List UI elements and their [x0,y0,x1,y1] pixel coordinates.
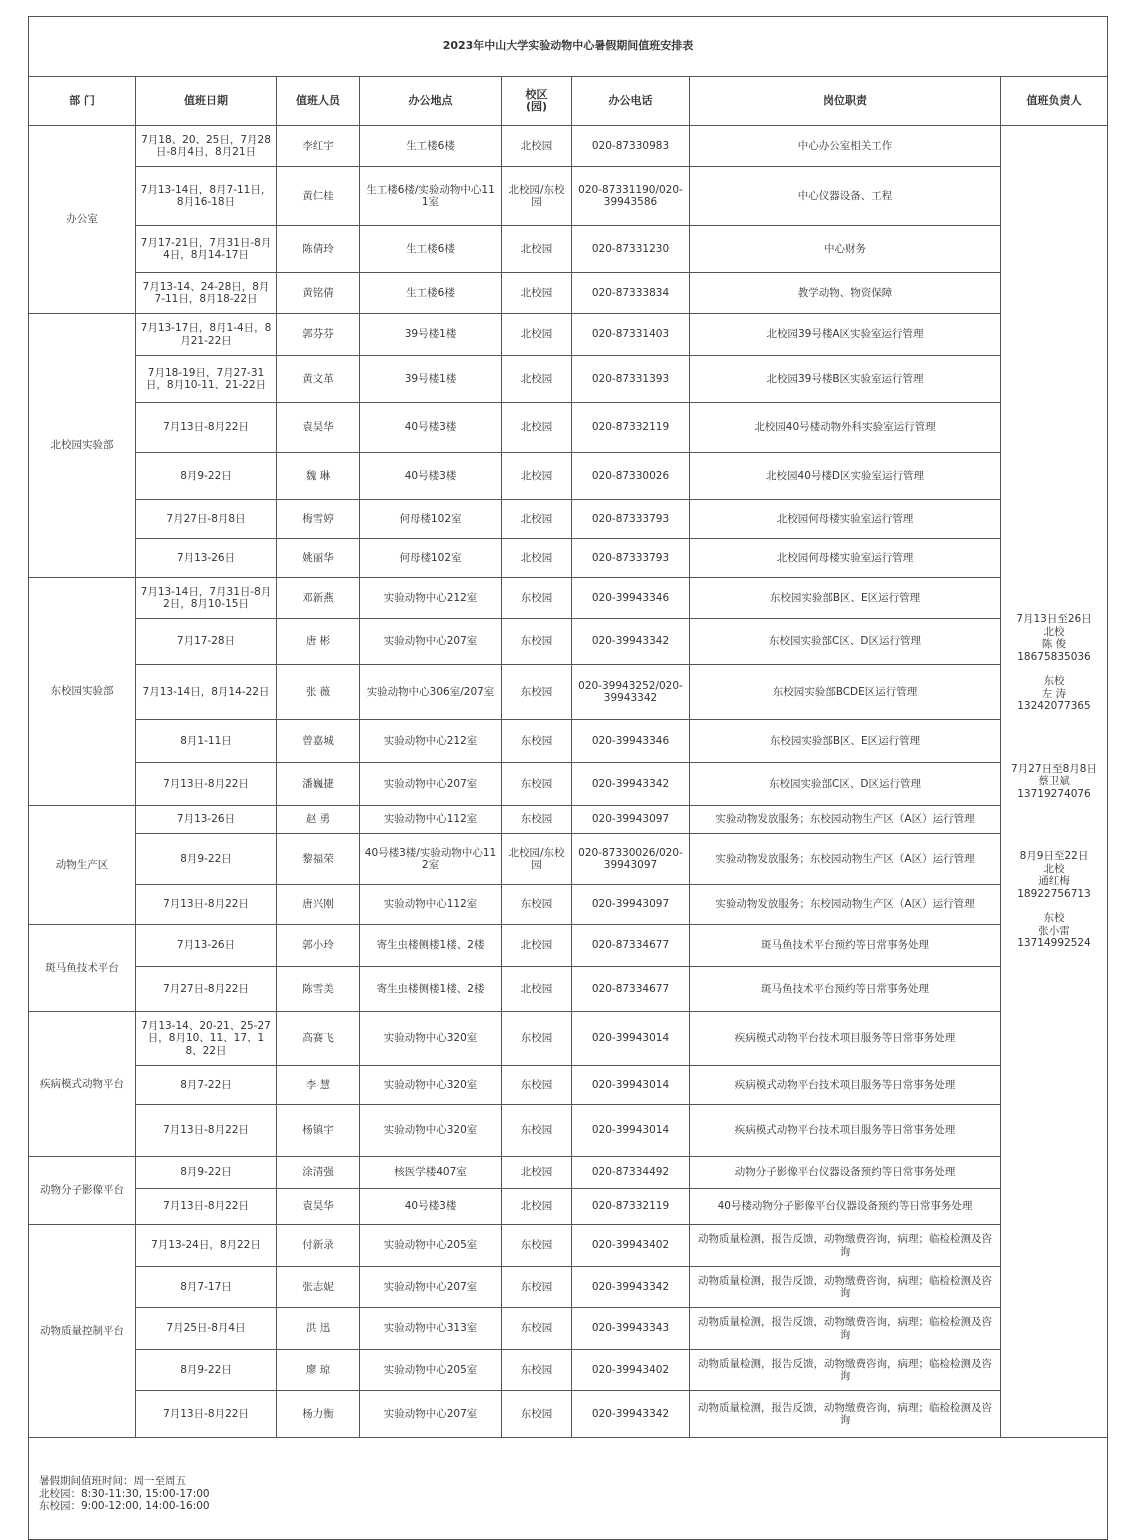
duty-person: 郭小玲 [277,925,360,967]
campus: 东校园 [502,1391,572,1438]
duty-person: 张 薇 [277,665,360,720]
campus: 东校园 [502,806,572,834]
header-duty: 岗位职责 [690,77,1001,126]
campus: 北校园 [502,314,572,356]
header-person: 值班人员 [277,77,360,126]
header-department: 部 门 [29,77,136,126]
table-row [29,403,1108,453]
table-row [29,1391,1108,1438]
campus: 东校园 [502,720,572,763]
office-phone: 020-39943014 [572,1105,690,1157]
office-phone: 020-87333834 [572,273,690,314]
duty-date: 7月27日-8月22日 [136,967,277,1012]
header-location: 办公地点 [360,77,502,126]
duty-leader-line: 13719274076 [1017,787,1091,800]
office-phone: 020-39943342 [572,1391,690,1438]
office-phone: 020-87332119 [572,403,690,453]
office-location: 40号楼3楼 [360,453,502,500]
table-row [29,1225,1108,1267]
footer-line: 北校园：8:30-11:30, 15:00-17:00 [39,1487,210,1500]
table-row [29,1350,1108,1391]
duty-date: 8月9-22日 [136,453,277,500]
duty-leader-block [1005,850,1103,950]
office-location: 实验动物中心313室 [360,1308,502,1350]
office-location: 生工楼6楼 [360,226,502,273]
footer-line: 东校园：9:00-12:00, 14:00-16:00 [39,1500,210,1513]
duty-date: 7月13日-8月22日 [136,763,277,806]
duty-leader-line: 通红梅 [1038,875,1070,888]
office-location: 何母楼102室 [360,539,502,578]
duty-leader-block [1005,763,1103,801]
job-duty: 动物质量检测，报告反馈，动物缴费咨询，病理；临检检测及咨询 [690,1267,1001,1308]
office-location: 生工楼6楼 [360,126,502,167]
job-duty: 北校园39号楼A区实验室运行管理 [690,314,1001,356]
campus: 北校园 [502,126,572,167]
duty-date: 7月25日-8月4日 [136,1308,277,1350]
duty-leader-line: 13714992524 [1017,937,1091,950]
spacer [1005,713,1103,763]
job-duty: 动物质量检测，报告反馈，动物缴费咨询，病理；临检检测及咨询 [690,1350,1001,1391]
duty-leader-line: 7月13日至26日 [1016,613,1092,626]
duty-leader-line: 7月27日至8月8日 [1011,762,1097,775]
duty-person: 廖 琼 [277,1350,360,1391]
office-location: 39号楼1楼 [360,356,502,403]
duty-person: 姚丽华 [277,539,360,578]
office-location: 40号楼3楼 [360,403,502,453]
campus: 北校园 [502,967,572,1012]
duty-date: 8月7-17日 [136,1267,277,1308]
table-row [29,578,1108,619]
duty-date: 7月13日-8月22日 [136,1391,277,1438]
duty-date: 7月13-24日，8月22日 [136,1225,277,1267]
campus: 北校园/东校园 [502,834,572,885]
office-location: 实验动物中心207室 [360,619,502,665]
footer-line: 暑假期间值班时间：周一至周五 [39,1475,186,1488]
office-location: 实验动物中心205室 [360,1350,502,1391]
table-row [29,967,1108,1012]
table-row [29,314,1108,356]
duty-leader-line: 东校 [1043,912,1065,925]
header-campus [502,77,572,126]
table-row [29,453,1108,500]
department-name: 斑马鱼技术平台 [29,925,136,1012]
job-duty: 实验动物发放服务；东校园动物生产区（A区）运行管理 [690,834,1001,885]
duty-person: 杨力衡 [277,1391,360,1438]
office-location: 实验动物中心207室 [360,763,502,806]
office-phone: 020-39943346 [572,720,690,763]
header-phone: 办公电话 [572,77,690,126]
duty-person: 涂清强 [277,1157,360,1189]
campus: 东校园 [502,578,572,619]
duty-date: 8月1-11日 [136,720,277,763]
department-name: 动物分子影像平台 [29,1157,136,1225]
duty-leader-cell [1001,126,1108,1438]
office-location: 实验动物中心320室 [360,1012,502,1066]
campus: 北校园 [502,226,572,273]
office-phone: 020-39943346 [572,578,690,619]
campus: 北校园 [502,1189,572,1225]
campus: 东校园 [502,619,572,665]
table-row [29,273,1108,314]
office-phone: 020-39943014 [572,1012,690,1066]
job-duty: 东校园实验部B区、E区运行管理 [690,578,1001,619]
department-name: 东校园实验部 [29,578,136,806]
table-row [29,1157,1108,1189]
office-location: 寄生虫楼侧楼1楼、2楼 [360,925,502,967]
duty-person: 黄铭倩 [277,273,360,314]
duty-date: 7月13-26日 [136,806,277,834]
office-phone: 020-87334677 [572,925,690,967]
office-phone: 020-87330983 [572,126,690,167]
office-phone: 020-39943342 [572,1267,690,1308]
office-phone: 020-87334492 [572,1157,690,1189]
department-name: 办公室 [29,126,136,314]
office-phone: 020-87332119 [572,1189,690,1225]
duty-person: 潘巍捷 [277,763,360,806]
header-campus-line-2: (园) [525,100,548,113]
duty-date: 7月13-26日 [136,539,277,578]
table-row [29,834,1108,885]
job-duty: 东校园实验部C区、D区运行管理 [690,619,1001,665]
office-location: 实验动物中心112室 [360,885,502,925]
duty-person: 唐 彬 [277,619,360,665]
duty-person: 唐兴刚 [277,885,360,925]
duty-person: 黎福荣 [277,834,360,885]
duty-hours-note [29,1438,1108,1540]
duty-date: 7月13-14、20-21、25-27日，8月10、11、17、18、22日 [136,1012,277,1066]
office-phone: 020-39943097 [572,806,690,834]
table-row [29,539,1108,578]
office-location: 实验动物中心320室 [360,1066,502,1105]
table-row [29,126,1108,167]
table-row [29,1066,1108,1105]
office-phone: 020-87331403 [572,314,690,356]
job-duty: 东校园实验部BCDE区运行管理 [690,665,1001,720]
duty-leader-line: 8月9日至22日 [1019,850,1089,863]
duty-leader-line: 北校 [1043,862,1065,875]
office-location: 39号楼1楼 [360,314,502,356]
table-row [29,619,1108,665]
duty-leader-line: 北校 [1043,625,1065,638]
campus: 东校园 [502,1012,572,1066]
job-duty: 动物质量检测，报告反馈，动物缴费咨询，病理；临检检测及咨询 [690,1225,1001,1267]
duty-date: 7月13-26日 [136,925,277,967]
campus: 北校园 [502,403,572,453]
job-duty: 40号楼动物分子影像平台仪器设备预约等日常事务处理 [690,1189,1001,1225]
header-campus-line-1: 校区 [525,87,548,101]
duty-person: 陈雪美 [277,967,360,1012]
campus: 北校园 [502,925,572,967]
office-location: 核医学楼407室 [360,1157,502,1189]
campus: 北校园 [502,273,572,314]
table-row [29,925,1108,967]
duty-date: 7月13-14日，8月14-22日 [136,665,277,720]
duty-date: 8月9-22日 [136,834,277,885]
table-row [29,665,1108,720]
office-phone: 020-39943252/020-39943342 [572,665,690,720]
duty-date: 8月9-22日 [136,1350,277,1391]
duty-person: 梅雪婷 [277,500,360,539]
campus: 北校园/东校园 [502,167,572,226]
duty-person: 张志妮 [277,1267,360,1308]
job-duty: 动物分子影像平台仪器设备预约等日常事务处理 [690,1157,1001,1189]
department-name: 动物生产区 [29,806,136,925]
duty-date: 7月17-21日，7月31日-8月4日，8月14-17日 [136,226,277,273]
spacer [1005,800,1103,850]
job-duty: 疾病模式动物平台技术项目服务等日常事务处理 [690,1105,1001,1157]
table-row [29,763,1108,806]
office-phone: 020-87330026/020-39943097 [572,834,690,885]
office-phone: 020-39943014 [572,1066,690,1105]
table-row [29,226,1108,273]
job-duty: 北校园何母楼实验室运行管理 [690,500,1001,539]
department-name: 疾病模式动物平台 [29,1012,136,1157]
job-duty: 东校园实验部C区、D区运行管理 [690,763,1001,806]
spacer [1005,663,1103,675]
duty-leader-line: 蔡卫斌 [1038,775,1070,788]
job-duty: 北校园40号楼动物外科实验室运行管理 [690,403,1001,453]
table-row [29,1267,1108,1308]
office-phone: 020-39943343 [572,1308,690,1350]
department-name: 北校园实验部 [29,314,136,578]
duty-person: 黄文革 [277,356,360,403]
job-duty: 斑马鱼技术平台预约等日常事务处理 [690,967,1001,1012]
office-location: 实验动物中心320室 [360,1105,502,1157]
campus: 北校园 [502,453,572,500]
office-location: 实验动物中心207室 [360,1267,502,1308]
campus: 北校园 [502,500,572,539]
table-row [29,1105,1108,1157]
duty-date: 7月13日-8月22日 [136,1105,277,1157]
job-duty: 教学动物、物资保障 [690,273,1001,314]
table-row [29,1012,1108,1066]
office-phone: 020-87330026 [572,453,690,500]
table-row [29,167,1108,226]
table-row [29,1189,1108,1225]
duty-date: 7月18-19日，7月27-31日，8月10-11、21-22日 [136,356,277,403]
office-phone: 020-39943402 [572,1225,690,1267]
office-phone: 020-87334677 [572,967,690,1012]
duty-leader-line: 18922756713 [1017,887,1091,900]
duty-person: 袁昊华 [277,403,360,453]
duty-person: 杨镇宇 [277,1105,360,1157]
table-row [29,720,1108,763]
duty-leader-line: 左 涛 [1041,687,1067,700]
campus: 东校园 [502,1225,572,1267]
job-duty: 动物质量检测，报告反馈，动物缴费咨询，病理；临检检测及咨询 [690,1391,1001,1438]
office-location: 实验动物中心205室 [360,1225,502,1267]
campus: 东校园 [502,1308,572,1350]
header-row [29,77,1108,126]
campus: 东校园 [502,1350,572,1391]
spacer [1005,900,1103,912]
job-duty: 中心办公室相关工作 [690,126,1001,167]
duty-date: 7月17-28日 [136,619,277,665]
header-date: 值班日期 [136,77,277,126]
job-duty: 东校园实验部B区、E区运行管理 [690,720,1001,763]
office-location: 实验动物中心212室 [360,720,502,763]
job-duty: 北校园39号楼B区实验室运行管理 [690,356,1001,403]
table-row [29,356,1108,403]
duty-person: 黄仁桂 [277,167,360,226]
office-location: 实验动物中心207室 [360,1391,502,1438]
office-phone: 020-87333793 [572,539,690,578]
office-location: 实验动物中心306室/207室 [360,665,502,720]
job-duty: 疾病模式动物平台技术项目服务等日常事务处理 [690,1066,1001,1105]
job-duty: 斑马鱼技术平台预约等日常事务处理 [690,925,1001,967]
duty-person: 曾嘉城 [277,720,360,763]
duty-date: 7月13日-8月22日 [136,885,277,925]
duty-person: 洪 迅 [277,1308,360,1350]
office-phone: 020-39943342 [572,619,690,665]
department-name: 动物质量控制平台 [29,1225,136,1438]
duty-leader-block [1005,613,1103,713]
duty-date: 7月13日-8月22日 [136,1189,277,1225]
duty-person: 李 慧 [277,1066,360,1105]
office-location: 实验动物中心112室 [360,806,502,834]
office-location: 何母楼102室 [360,500,502,539]
duty-date: 7月13-14、24-28日，8月7-11日，8月18-22日 [136,273,277,314]
office-phone: 020-87333793 [572,500,690,539]
table-row [29,885,1108,925]
duty-person: 付新录 [277,1225,360,1267]
campus: 北校园 [502,539,572,578]
office-phone: 020-39943402 [572,1350,690,1391]
campus: 东校园 [502,1066,572,1105]
office-phone: 020-87331190/020-39943586 [572,167,690,226]
job-duty: 北校园40号楼D区实验室运行管理 [690,453,1001,500]
duty-date: 8月7-22日 [136,1066,277,1105]
job-duty: 疾病模式动物平台技术项目服务等日常事务处理 [690,1012,1001,1066]
office-location: 40号楼3楼 [360,1189,502,1225]
duty-person: 高赛飞 [277,1012,360,1066]
office-location: 寄生虫楼侧楼1楼、2楼 [360,967,502,1012]
table-row [29,806,1108,834]
duty-person: 袁昊华 [277,1189,360,1225]
duty-date: 8月9-22日 [136,1157,277,1189]
duty-date: 7月13-17日，8月1-4日，8月21-22日 [136,314,277,356]
job-duty: 北校园何母楼实验室运行管理 [690,539,1001,578]
header-leader: 值班负责人 [1001,77,1108,126]
duty-person: 郭芬芬 [277,314,360,356]
office-location: 生工楼6楼 [360,273,502,314]
table-row [29,1308,1108,1350]
duty-date: 7月13日-8月22日 [136,403,277,453]
job-duty: 中心财务 [690,226,1001,273]
campus: 东校园 [502,763,572,806]
office-location: 生工楼6楼/实验动物中心111室 [360,167,502,226]
table-title: 2023年中山大学实验动物中心暑假期间值班安排表 [29,17,1108,77]
duty-leader-line: 18675835036 [1017,650,1091,663]
duty-leader-line: 陈 俊 [1041,638,1067,651]
table-body [29,126,1108,1438]
table-row [29,500,1108,539]
duty-leader-line: 东校 [1043,675,1065,688]
duty-person: 李红宇 [277,126,360,167]
duty-person: 陈倩玲 [277,226,360,273]
duty-person: 赵 勇 [277,806,360,834]
job-duty: 中心仪器设备、工程 [690,167,1001,226]
campus: 东校园 [502,885,572,925]
duty-person: 邓新燕 [277,578,360,619]
job-duty: 实验动物发放服务；东校园动物生产区（A区）运行管理 [690,885,1001,925]
job-duty: 实验动物发放服务；东校园动物生产区（A区）运行管理 [690,806,1001,834]
duty-date: 7月18、20、25日，7月28日-8月4日，8月21日 [136,126,277,167]
campus: 东校园 [502,1267,572,1308]
campus: 北校园 [502,356,572,403]
office-location: 40号楼3楼/实验动物中心112室 [360,834,502,885]
duty-person: 魏 琳 [277,453,360,500]
campus: 东校园 [502,665,572,720]
office-location: 实验动物中心212室 [360,578,502,619]
office-phone: 020-39943342 [572,763,690,806]
office-phone: 020-87331230 [572,226,690,273]
duty-date: 7月27日-8月8日 [136,500,277,539]
campus: 东校园 [502,1105,572,1157]
office-phone: 020-87331393 [572,356,690,403]
duty-date: 7月13-14日，8月7-11日，8月16-18日 [136,167,277,226]
duty-date: 7月13-14日，7月31日-8月2日，8月10-15日 [136,578,277,619]
campus: 北校园 [502,1157,572,1189]
job-duty: 动物质量检测，报告反馈，动物缴费咨询，病理；临检检测及咨询 [690,1308,1001,1350]
duty-leader-line: 张小雷 [1038,924,1070,937]
duty-leader-line: 13242077365 [1017,700,1091,713]
office-phone: 020-39943097 [572,885,690,925]
duty-schedule-table [28,16,1108,1540]
